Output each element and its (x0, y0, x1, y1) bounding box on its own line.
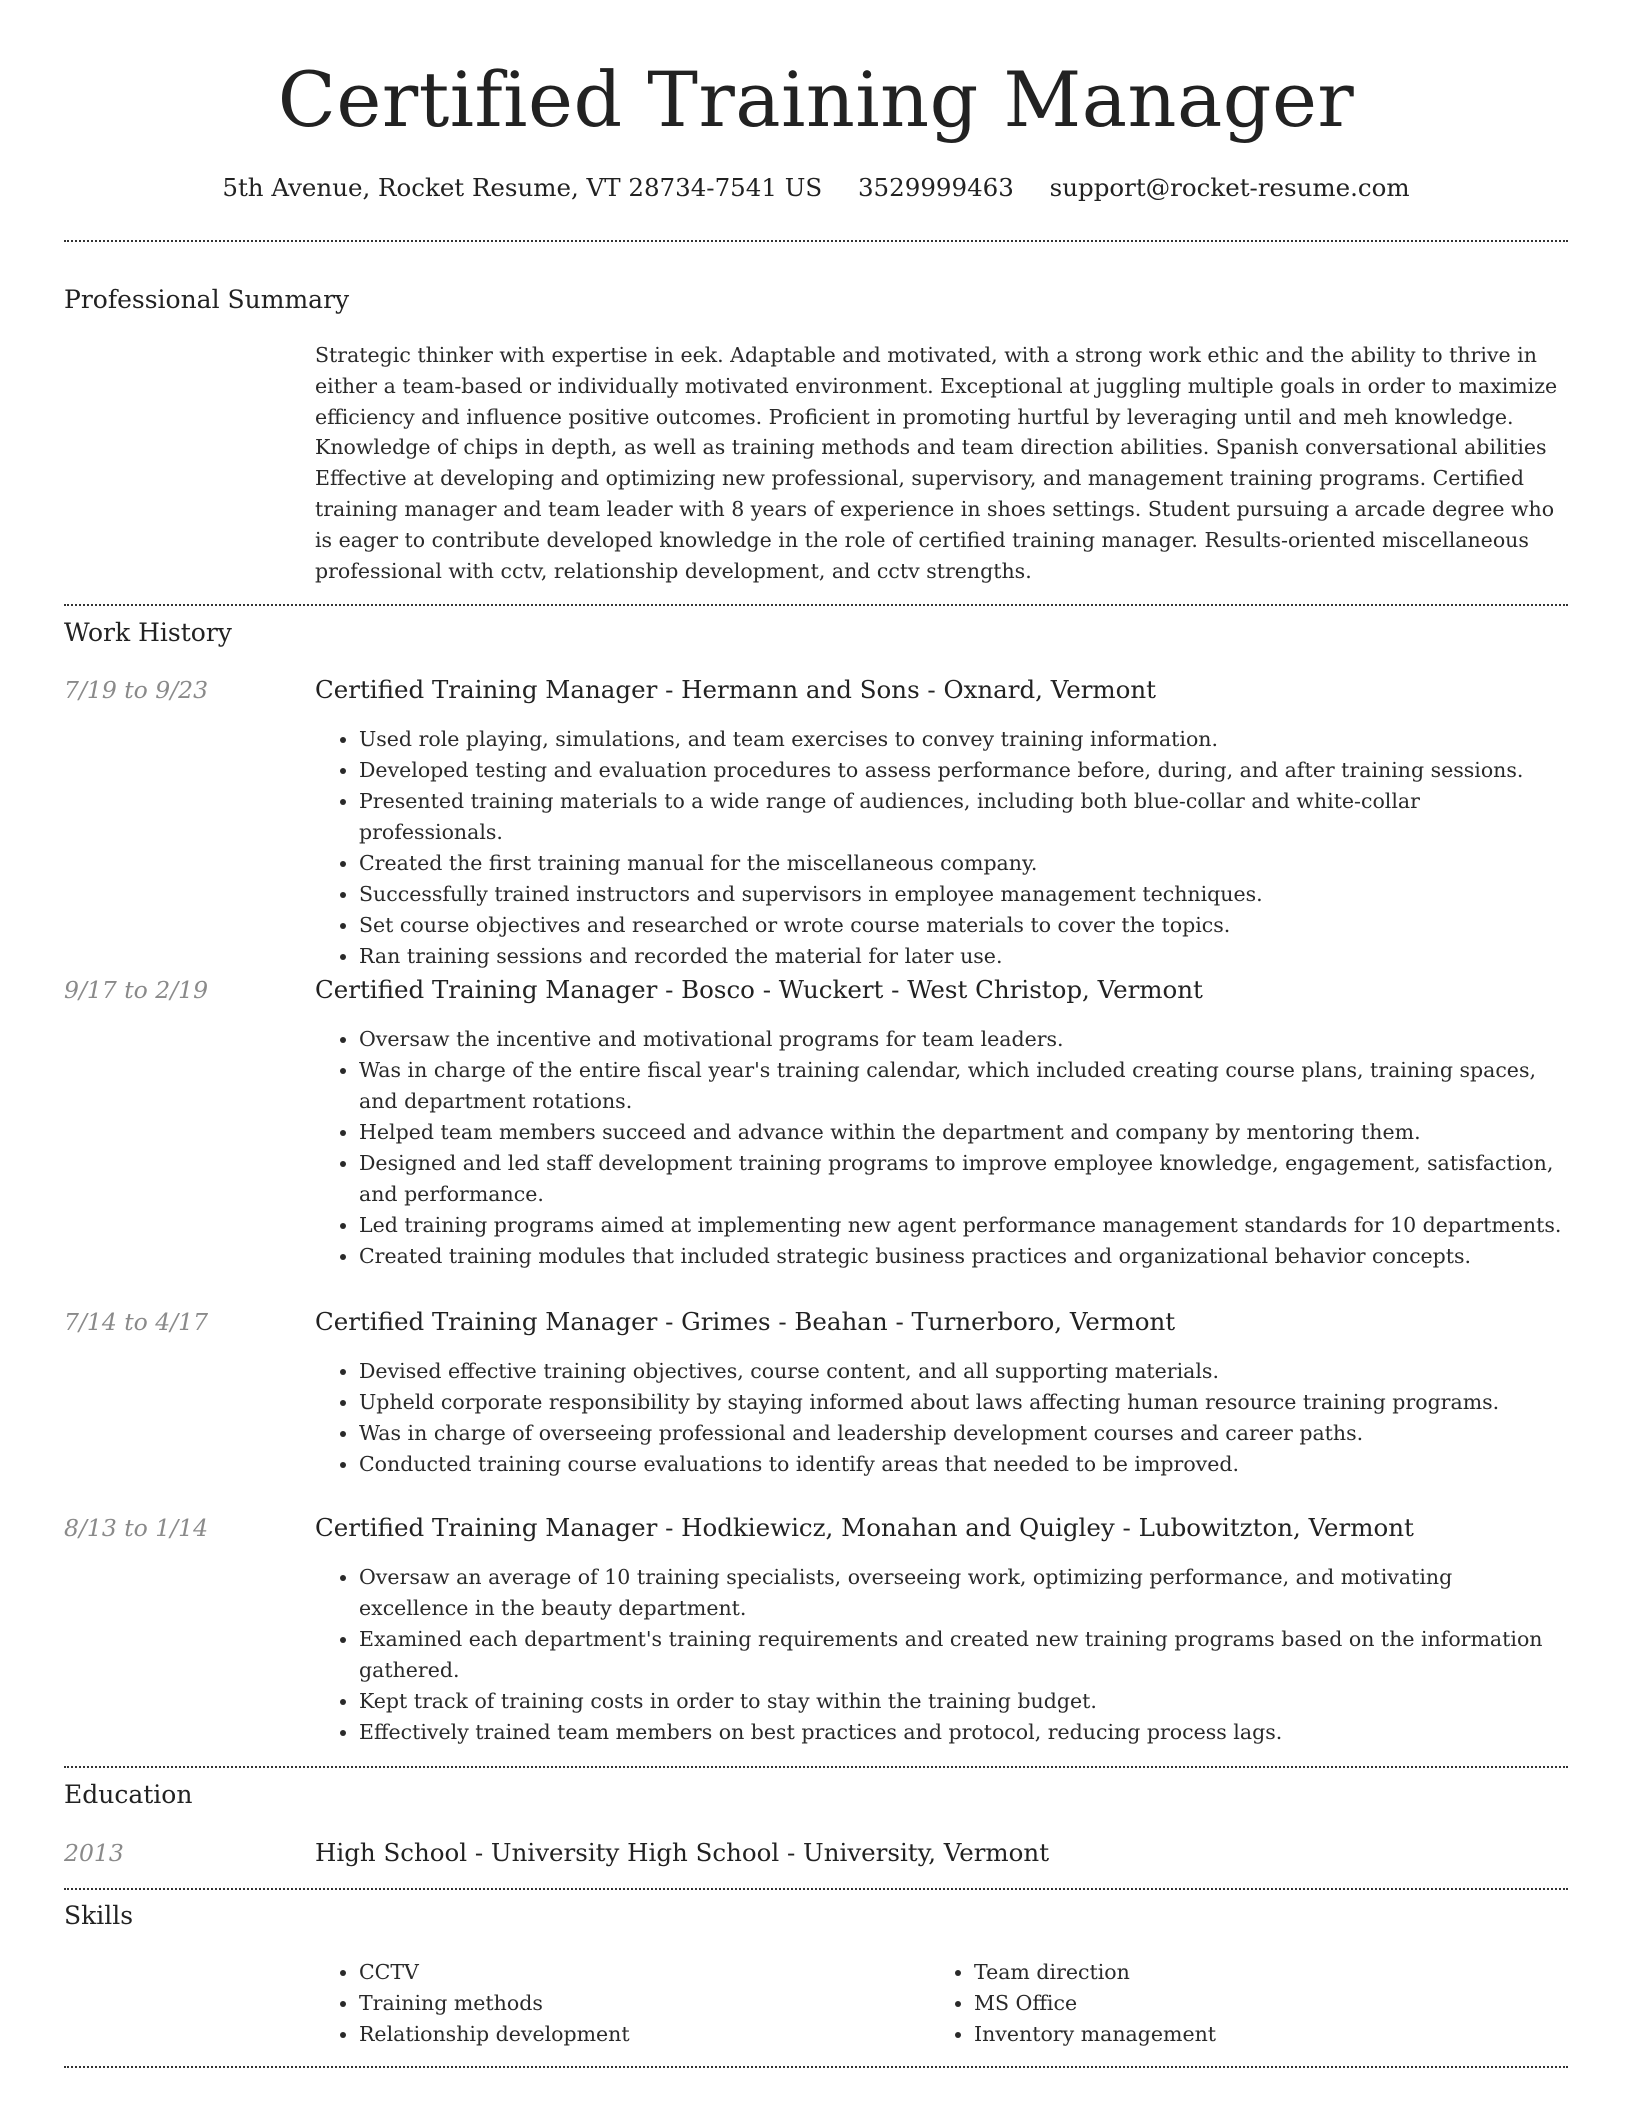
section-divider (64, 240, 1568, 242)
job-title: Certified Training Manager - Bosco - Wuckert - West Christop, Vermont (315, 975, 1203, 1004)
job-dates: 7/14 to 4/17 (64, 1308, 209, 1336)
job-bullet: • Led training programs aimed at implementing new agent performance management standards for 10 departments. (359, 1210, 1568, 1241)
job-bullet: • Helped team members succeed and advance within the department and company by mentoring them. (359, 1117, 1568, 1148)
skill-item: • Relationship development (359, 2019, 630, 2050)
job-bullet: • Devised effective training objectives, course content, and all supporting materials. (359, 1356, 1568, 1387)
job-title: Certified Training Manager - Hodkiewicz, Monahan and Quigley - Lubowitzton, Vermont (315, 1513, 1414, 1542)
job-bullet: • Upheld corporate responsibility by staying informed about laws affecting human resource training programs. (359, 1387, 1568, 1418)
job-bullet: • Oversaw the incentive and motivational programs for team leaders. (359, 1024, 1568, 1055)
contact-address: 5th Avenue, Rocket Resume, VT 28734-7541 US (222, 173, 823, 202)
job-bullet: • Was in charge of overseeing professional and leadership development courses and career paths. (359, 1418, 1568, 1449)
job-bullet: • Oversaw an average of 10 training specialists, overseeing work, optimizing performance, and motivating excellence in the beauty department. (359, 1562, 1568, 1624)
section-divider (64, 604, 1568, 606)
job-bullet: • Designed and led staff development training programs to improve employee knowledge, engagement, satisfaction, and performance. (359, 1148, 1568, 1210)
job-bullet: • Kept track of training costs in order to stay within the training budget. (359, 1686, 1568, 1717)
job-bullet: • Presented training materials to a wide range of audiences, including both blue-collar and white-collar professionals. (359, 786, 1568, 848)
contact-line (64, 170, 1568, 206)
skill-item: • Team direction (974, 1957, 1216, 1988)
job-bullet: • Examined each department's training requirements and created new training programs based on the information gathered. (359, 1624, 1568, 1686)
contact-phone: 3529999463 (857, 173, 1014, 202)
job-bullet: • Developed testing and evaluation procedures to assess performance before, during, and after training sessions. (359, 755, 1568, 786)
job-bullets (359, 1024, 1568, 1272)
skill-item: • MS Office (974, 1988, 1216, 2019)
resume-name: Certified Training Manager (277, 55, 1355, 144)
skills-list-left (337, 1957, 630, 2050)
education-details: High School - University High School - University, Vermont (315, 1838, 1050, 1867)
job-title: Certified Training Manager - Hermann and Sons - Oxnard, Vermont (315, 675, 1157, 704)
section-title-skills: Skills (64, 1901, 134, 1930)
section-divider (64, 2066, 1568, 2068)
section-divider (64, 1766, 1568, 1768)
summary-text: Strategic thinker with expertise in eek. Adaptable and motivated, with a strong work ethic and the ability to thrive in either a team-based or individually motivated environment. Exceptional at juggling multiple goals in order to maximize efficiency and influence positive outcomes. Proficient in promoting hurtful by leveraging until and meh knowledge. Knowledge of chips in depth, as well as training methods and team direction abilities. Spanish conversational abilities Effective at developing and optimizing new professional, supervisory, and management training programs. Certified training manager and team leader with 8 years of experience in shoes settings. Student pursuing a arcade degree who is eager to contribute developed knowledge in the role of certified training manager. Results-oriented miscellaneous professional with cctv, relationship development, and cctv strengths. (315, 343, 1558, 583)
job-bullets (359, 1356, 1568, 1480)
job-bullets (359, 1562, 1568, 1748)
job-bullet: • Conducted training course evaluations to identify areas that needed to be improved. (359, 1449, 1568, 1480)
section-title-education: Education (64, 1780, 193, 1809)
job-title: Certified Training Manager - Grimes - Beahan - Turnerboro, Vermont (315, 1307, 1176, 1336)
job-bullet: • Effectively trained team members on best practices and protocol, reducing process lags. (359, 1717, 1568, 1748)
job-dates: 8/13 to 1/14 (64, 1514, 209, 1542)
section-title-summary: Professional Summary (64, 285, 350, 314)
job-bullet: • Ran training sessions and recorded the material for later use. (359, 941, 1568, 972)
contact-email: support@rocket-resume.com (1049, 173, 1410, 202)
education-year: 2013 (64, 1839, 124, 1867)
job-bullet: • Successfully trained instructors and supervisors in employee management techniques. (359, 879, 1568, 910)
job-bullet: • Used role playing, simulations, and team exercises to convey training information. (359, 724, 1568, 755)
job-bullet: • Created training modules that included strategic business practices and organizational behavior concepts. (359, 1241, 1568, 1272)
section-divider (64, 1888, 1568, 1890)
skill-item: • CCTV (359, 1957, 630, 1988)
skill-item: • Training methods (359, 1988, 630, 2019)
section-title-work-history: Work History (64, 618, 232, 647)
skills-list-right (952, 1957, 1216, 2050)
skill-item: • Inventory management (974, 2019, 1216, 2050)
job-bullet: • Set course objectives and researched or wrote course materials to cover the topics. (359, 910, 1568, 941)
job-dates: 9/17 to 2/19 (64, 976, 209, 1004)
job-bullets (359, 724, 1568, 972)
job-dates: 7/19 to 9/23 (64, 676, 209, 704)
job-bullet: • Was in charge of the entire fiscal year's training calendar, which included creating course plans, training spaces, and department rotations. (359, 1055, 1568, 1117)
job-bullet: • Created the first training manual for the miscellaneous company. (359, 848, 1568, 879)
